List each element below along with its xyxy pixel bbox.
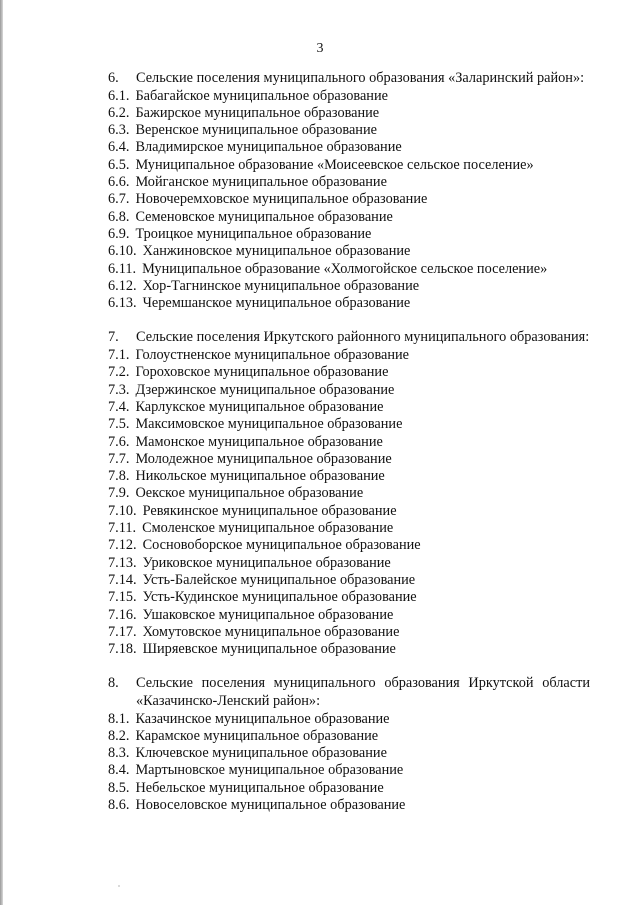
list-item: [108, 243, 590, 260]
list-item: [108, 589, 590, 606]
list-item: [108, 537, 590, 554]
item-text: Мамонское муниципальное образование: [135, 433, 383, 450]
list-item: [108, 745, 590, 762]
item-number: 8.4.: [108, 762, 130, 779]
item-number: 7.13.: [108, 554, 137, 571]
item-number: 7.2.: [108, 364, 130, 381]
item-number: 6.8.: [108, 208, 130, 225]
list-item: [108, 624, 590, 641]
item-text: Максимовское муниципальное образование: [135, 416, 403, 433]
item-text: Ширяевское муниципальное образование: [142, 641, 396, 658]
item-text: Мартыновское муниципальное образование: [135, 762, 404, 779]
item-number: 7.7.: [108, 450, 130, 467]
item-number: 6.2.: [108, 104, 130, 121]
item-text: Ушаковское муниципальное образование: [142, 606, 394, 623]
item-number: 7.8.: [108, 468, 130, 485]
item-text: Казачинское муниципальное образование: [135, 710, 390, 727]
item-number: 7.11.: [108, 520, 137, 537]
list-item: [108, 555, 590, 572]
item-text: Молодежное муниципальное образование: [135, 450, 392, 467]
section-title: Сельские поселения муниципального образования Иркутской области «Казачинско-Ленский район»:: [136, 675, 590, 709]
list-item: [108, 572, 590, 589]
list-item: [108, 122, 590, 139]
item-text: Оекское муниципальное образование: [135, 485, 364, 502]
page-edge: [0, 0, 3, 905]
item-number: 8.3.: [108, 745, 130, 762]
item-number: 6.11.: [108, 260, 137, 277]
list-item: [108, 797, 590, 814]
section-title: Сельские поселения муниципального образования «Заларинский район»:: [136, 70, 585, 86]
item-number: 6.5.: [108, 156, 130, 173]
item-number: 6.1.: [108, 87, 130, 104]
item-number: 7.10.: [108, 502, 137, 519]
item-text: Никольское муниципальное образование: [135, 468, 385, 485]
section-8: [108, 675, 590, 814]
list-item: [108, 485, 590, 502]
item-number: 7.5.: [108, 416, 130, 433]
item-text: Ревякинское муниципальное образование: [142, 502, 397, 519]
item-text: Владимирское муниципальное образование: [135, 139, 402, 156]
list-item: [108, 503, 590, 520]
item-text: Веренское муниципальное образование: [135, 122, 377, 139]
list-item: [108, 261, 590, 278]
item-number: 7.14.: [108, 571, 137, 588]
list-item: [108, 780, 590, 797]
item-number: 7.17.: [108, 623, 137, 640]
item-text: Карамское муниципальное образование: [135, 727, 379, 744]
list-item: [108, 105, 590, 122]
item-text: Муниципальное образование «Моисеевское сельское поселение»: [135, 156, 534, 173]
section-heading: [108, 675, 590, 710]
item-number: 7.16.: [108, 606, 137, 623]
list-item: [108, 607, 590, 624]
item-number: 7.12.: [108, 537, 137, 554]
item-text: Уриковское муниципальное образование: [142, 554, 391, 571]
item-number: 6.6.: [108, 174, 130, 191]
item-number: 6.3.: [108, 122, 130, 139]
section-heading: [108, 70, 590, 88]
section-7: [108, 329, 590, 658]
item-number: 6.12.: [108, 277, 137, 294]
item-number: 6.7.: [108, 191, 130, 208]
list-item: [108, 762, 590, 779]
list-item: [108, 434, 590, 451]
list-item: [108, 711, 590, 728]
list-item: [108, 451, 590, 468]
item-text: Троицкое муниципальное образование: [135, 225, 372, 242]
page-number: 3: [316, 41, 324, 56]
item-text: Мойганское муниципальное образование: [135, 174, 387, 191]
list-item: [108, 399, 590, 416]
list-item: [108, 278, 590, 295]
item-text: Хомутовское муниципальное образование: [142, 623, 400, 640]
item-number: 6.13.: [108, 295, 137, 312]
item-number: 7.1.: [108, 347, 130, 364]
list-item: [108, 295, 590, 312]
item-text: Бабагайское муниципальное образование: [135, 87, 388, 104]
item-text: Бажирское муниципальное образование: [135, 104, 380, 121]
item-number: 8.2.: [108, 727, 130, 744]
item-text: Черемшанское муниципальное образование: [142, 295, 411, 312]
item-text: Усть-Кудинское муниципальное образование: [142, 589, 417, 606]
item-number: 7.9.: [108, 485, 130, 502]
item-text: Ключевское муниципальное образование: [135, 745, 387, 762]
item-number: 7.3.: [108, 381, 130, 398]
list-item: [108, 520, 590, 537]
item-number: 7.15.: [108, 589, 137, 606]
section-number: 8.: [108, 675, 119, 692]
list-item: [108, 226, 590, 243]
item-text: Голоустненское муниципальное образование: [135, 347, 410, 364]
section-number: 7.: [108, 329, 119, 346]
list-item: [108, 468, 590, 485]
item-number: 6.4.: [108, 139, 130, 156]
item-text: Усть-Балейское муниципальное образование: [142, 571, 416, 588]
scan-artifact: [118, 885, 120, 887]
list-item: [108, 174, 590, 191]
item-text: Гороховское муниципальное образование: [135, 364, 389, 381]
item-text: Ханжиновское муниципальное образование: [142, 243, 411, 260]
list-item: [108, 728, 590, 745]
section-6: [108, 70, 590, 312]
list-item: [108, 191, 590, 208]
item-number: 7.18.: [108, 641, 137, 658]
item-text: Новоселовское муниципальное образование: [135, 797, 406, 814]
section-title: Сельские поселения Иркутского районного муниципального образования:: [136, 329, 590, 346]
list-item: [108, 364, 590, 381]
item-text: Смоленское муниципальное образование: [142, 520, 394, 537]
item-number: 6.9.: [108, 225, 130, 242]
item-number: 7.6.: [108, 433, 130, 450]
list-item: [108, 347, 590, 364]
list-item: [108, 641, 590, 658]
item-number: 7.4.: [108, 398, 130, 415]
item-number: 6.10.: [108, 243, 137, 260]
item-number: 8.6.: [108, 797, 130, 814]
section-number: 6.: [108, 70, 119, 86]
item-text: Дзержинское муниципальное образование: [135, 381, 395, 398]
item-text: Муниципальное образование «Холмогойское сельское поселение»: [142, 260, 548, 277]
item-number: 8.5.: [108, 779, 130, 796]
item-text: Сосновоборское муниципальное образование: [142, 537, 421, 554]
item-text: Новочеремховское муниципальное образование: [135, 191, 428, 208]
item-text: Небельское муниципальное образование: [135, 779, 384, 796]
item-text: Семеновское муниципальное образование: [135, 208, 393, 225]
item-number: 8.1.: [108, 710, 130, 727]
item-text: Карлукское муниципальное образование: [135, 398, 384, 415]
list-item: [108, 88, 590, 105]
list-item: [108, 382, 590, 399]
item-text: Хор-Тагнинское муниципальное образование: [142, 277, 420, 294]
list-item: [108, 157, 590, 174]
list-item: [108, 139, 590, 156]
list-item: [108, 209, 590, 226]
section-heading: [108, 329, 590, 347]
list-item: [108, 416, 590, 433]
document-body: [108, 70, 590, 831]
